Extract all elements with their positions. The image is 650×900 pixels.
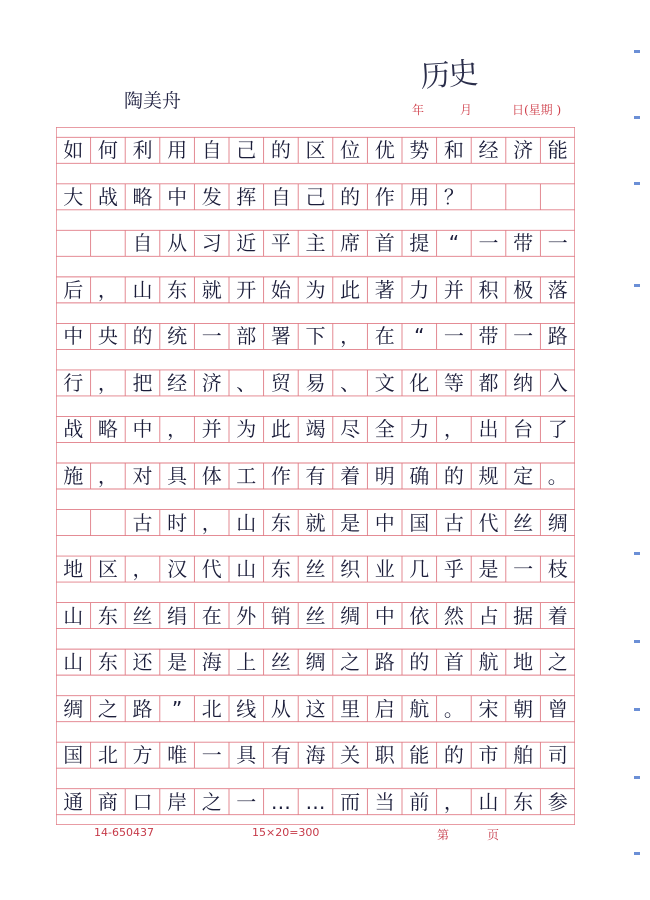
grid-cell: 提 bbox=[409, 231, 430, 256]
grid-cell: 航 bbox=[478, 650, 499, 675]
text-line bbox=[56, 370, 575, 396]
grid-cell: 方 bbox=[132, 743, 153, 768]
grid-cell: 绢 bbox=[167, 603, 188, 628]
grid-cell: 之 bbox=[97, 696, 118, 721]
grid-cell: 规 bbox=[478, 464, 499, 488]
grid-cell: “ bbox=[414, 324, 425, 349]
grid-cell: 绸 bbox=[340, 603, 361, 628]
grid-cell: 中 bbox=[63, 324, 84, 349]
grid-cell: 而 bbox=[340, 789, 361, 814]
grid-cell: 东 bbox=[270, 557, 291, 582]
grid-cell bbox=[91, 510, 126, 536]
grid-cell: 乎 bbox=[443, 557, 464, 582]
author-name: 陶美舟 bbox=[124, 90, 182, 112]
grid-cell: 一 bbox=[236, 789, 257, 814]
grid-cell: 出 bbox=[478, 417, 499, 442]
grid-cell: 力 bbox=[409, 277, 430, 302]
grid-cell: 并 bbox=[443, 277, 464, 302]
grid-spec: 15×20=300 bbox=[252, 826, 320, 839]
grid-cell: 山 bbox=[236, 510, 257, 535]
grid-cell: 从 bbox=[270, 696, 291, 721]
grid-cell: 路 bbox=[132, 696, 153, 721]
edge-marker bbox=[634, 182, 640, 185]
grid-cell: … bbox=[270, 789, 291, 814]
grid-cell: 的 bbox=[443, 743, 464, 768]
grid-cell: 自 bbox=[270, 184, 291, 209]
date-year-label: 年 bbox=[412, 103, 425, 117]
grid-cell: 东 bbox=[270, 510, 291, 535]
grid-cell: 部 bbox=[236, 324, 257, 349]
page-label-prefix: 第 bbox=[437, 828, 450, 842]
grid-cell: 地 bbox=[63, 557, 84, 582]
grid-cell: 全 bbox=[374, 417, 395, 442]
grid-cell: 发 bbox=[201, 184, 222, 209]
grid-cell: 习 bbox=[201, 231, 222, 256]
text-line bbox=[56, 137, 575, 163]
grid-cell: 有 bbox=[270, 743, 291, 768]
grid-cell: 山 bbox=[132, 277, 153, 302]
grid-cell: 带 bbox=[513, 231, 534, 256]
grid-cell: 尽 bbox=[340, 417, 361, 442]
edge-marker bbox=[634, 708, 640, 711]
grid-cell: 己 bbox=[236, 138, 257, 163]
grid-cell: 纳 bbox=[513, 370, 534, 395]
grid-cell: 竭 bbox=[305, 417, 326, 442]
grid-cell: 首 bbox=[374, 231, 395, 256]
grid-cell: 占 bbox=[478, 603, 499, 628]
grid-cell: 司 bbox=[547, 743, 568, 768]
grid-cell: 这 bbox=[305, 696, 326, 721]
grid-cell: 一 bbox=[513, 324, 534, 349]
edge-marker bbox=[634, 284, 640, 287]
grid-cell: 北 bbox=[97, 743, 118, 768]
grid-cell: 山 bbox=[478, 789, 499, 814]
grid-cell: 绸 bbox=[63, 696, 84, 721]
text-line bbox=[56, 184, 575, 210]
text-line bbox=[56, 603, 575, 629]
grid-cell: 路 bbox=[547, 324, 568, 349]
grid-cell: 积 bbox=[478, 277, 499, 302]
grid-cell: 贸 bbox=[270, 370, 291, 395]
grid-cell: 济 bbox=[201, 370, 222, 395]
grid-cell: ， bbox=[132, 557, 153, 582]
grid-cell: 当 bbox=[374, 789, 395, 814]
grid-cell: 是 bbox=[167, 650, 188, 675]
grid-cell: 几 bbox=[409, 557, 430, 582]
grid-cell: 台 bbox=[513, 417, 534, 442]
edge-marker bbox=[634, 552, 640, 555]
grid-cell: 具 bbox=[236, 743, 257, 768]
grid-cell: 据 bbox=[513, 603, 534, 628]
grid-cell: 施 bbox=[63, 464, 84, 488]
grid-cell: 的 bbox=[409, 650, 430, 675]
grid-cell: 央 bbox=[97, 324, 118, 349]
grid-cell: 下 bbox=[305, 324, 326, 349]
edge-marker bbox=[634, 640, 640, 643]
grid-cell: 里 bbox=[340, 696, 361, 721]
grid-cell: 此 bbox=[270, 417, 291, 442]
grid-cell: 古 bbox=[443, 510, 464, 535]
grid-cell: 一 bbox=[443, 324, 464, 349]
grid-cell: 能 bbox=[547, 138, 568, 163]
grid-cell: 前 bbox=[409, 789, 430, 814]
grid-cell: ？ bbox=[443, 184, 464, 209]
grid-cell: 中 bbox=[374, 603, 395, 628]
grid-cell: 唯 bbox=[167, 743, 188, 768]
text-line bbox=[56, 510, 575, 536]
grid-cell: 文 bbox=[374, 370, 395, 395]
grid-cell: 汉 bbox=[167, 557, 188, 582]
grid-cell: 丝 bbox=[305, 557, 326, 582]
grid-cell: 山 bbox=[236, 557, 257, 582]
grid-cell: 略 bbox=[97, 417, 118, 442]
grid-cell: 着 bbox=[340, 464, 361, 488]
grid-cell: 落 bbox=[547, 277, 568, 302]
grid-cell: 极 bbox=[513, 277, 534, 302]
grid-cell: 是 bbox=[340, 510, 361, 535]
grid-cell: 开 bbox=[236, 277, 257, 302]
grid-cell: 战 bbox=[63, 417, 84, 442]
text-lines bbox=[56, 127, 575, 825]
grid-cell: ， bbox=[97, 370, 118, 395]
grid-cell: 势 bbox=[409, 138, 430, 163]
grid-cell: ” bbox=[171, 696, 183, 721]
grid-cell: 山 bbox=[63, 650, 84, 675]
grid-cell: 北 bbox=[201, 696, 222, 721]
grid-cell: 参 bbox=[547, 789, 568, 814]
grid-cell: 业 bbox=[374, 557, 395, 582]
grid-cell: 国 bbox=[409, 510, 430, 535]
grid-cell: 时 bbox=[167, 510, 188, 535]
text-line bbox=[56, 696, 575, 722]
grid-cell: 启 bbox=[374, 696, 395, 721]
grid-cell: 用 bbox=[409, 184, 430, 209]
grid-cell: ， bbox=[167, 417, 188, 442]
grid-cell: 并 bbox=[201, 417, 222, 442]
grid-cell: 曾 bbox=[547, 696, 568, 721]
grid-cell: 东 bbox=[97, 650, 118, 675]
grid-cell: 济 bbox=[513, 138, 534, 163]
grid-cell: 经 bbox=[478, 138, 499, 163]
grid-cell: 一 bbox=[513, 557, 534, 582]
date-month-label: 月 bbox=[460, 103, 473, 117]
grid-cell: 化 bbox=[409, 370, 430, 395]
grid-cell: 地 bbox=[513, 650, 534, 675]
grid-cell: 都 bbox=[478, 370, 499, 395]
text-line bbox=[56, 742, 575, 768]
grid-cell: 优 bbox=[374, 138, 395, 163]
grid-cell: 此 bbox=[340, 277, 361, 302]
grid-cell: 挥 bbox=[236, 184, 257, 209]
grid-cell: 确 bbox=[409, 464, 430, 488]
grid-cell: 丝 bbox=[270, 650, 291, 675]
text-line bbox=[56, 556, 575, 582]
grid-cell: 体 bbox=[201, 464, 222, 488]
grid-cell: 后 bbox=[63, 277, 84, 302]
grid-cell: 首 bbox=[443, 650, 464, 675]
edge-marker bbox=[634, 776, 640, 779]
date-day-label: 日(星期 ) bbox=[512, 103, 562, 117]
text-line bbox=[56, 416, 575, 442]
grid-cell: 了 bbox=[547, 417, 568, 442]
grid-cell: 上 bbox=[236, 650, 257, 675]
grid-cell: 宋 bbox=[478, 696, 499, 721]
grid-cell: 线 bbox=[236, 696, 257, 721]
grid-cell: “ bbox=[448, 231, 460, 256]
grid-cell: 具 bbox=[167, 464, 188, 488]
grid-cell: 着 bbox=[547, 603, 568, 628]
edge-marker bbox=[634, 50, 640, 53]
edge-marker bbox=[634, 116, 640, 119]
grid-cell: ， bbox=[97, 464, 118, 488]
text-line bbox=[56, 649, 575, 675]
grid-cell: 关 bbox=[340, 743, 361, 768]
grid-cell: 商 bbox=[97, 789, 118, 814]
grid-cell: 带 bbox=[478, 324, 499, 349]
grid-cell: 枝 bbox=[547, 557, 568, 582]
grid-cell bbox=[91, 230, 126, 256]
grid-cell: 、 bbox=[340, 370, 361, 395]
grid-cell: 就 bbox=[201, 277, 222, 302]
grid-cell: 主 bbox=[305, 231, 326, 256]
grid-cell: 外 bbox=[236, 603, 257, 628]
grid-cell: ， bbox=[201, 510, 222, 535]
grid-cell: 的 bbox=[132, 324, 153, 349]
grid-cell: 丝 bbox=[305, 603, 326, 628]
grid-cell: 的 bbox=[340, 184, 361, 209]
grid-cell: 区 bbox=[97, 557, 118, 582]
paper-code: 14-650437 bbox=[94, 826, 154, 839]
grid-cell: 中 bbox=[167, 184, 188, 209]
grid-cell: 在 bbox=[374, 324, 395, 349]
grid-cell: 对 bbox=[132, 464, 153, 488]
grid-cell: 区 bbox=[305, 138, 326, 163]
grid-cell: 工 bbox=[236, 464, 257, 488]
grid-cell: 自 bbox=[132, 231, 153, 256]
grid-cell: 署 bbox=[270, 324, 291, 349]
grid-cell: 还 bbox=[132, 650, 153, 675]
grid-cell: 岸 bbox=[167, 789, 188, 814]
text-line bbox=[56, 463, 575, 489]
grid-cell: 是 bbox=[478, 557, 499, 582]
grid-cell: 近 bbox=[236, 231, 257, 256]
grid-cell: 山 bbox=[63, 603, 84, 628]
grid-cell: 依 bbox=[409, 603, 430, 628]
grid-cell: 一 bbox=[201, 324, 222, 349]
text-line bbox=[56, 230, 575, 256]
grid-cell: 丝 bbox=[513, 510, 534, 535]
grid-cell: 朝 bbox=[513, 696, 534, 721]
grid-cell: 著 bbox=[374, 277, 395, 302]
grid-cell: 战 bbox=[97, 184, 118, 209]
text-line bbox=[56, 789, 575, 815]
grid-cell: 利 bbox=[132, 138, 153, 163]
grid-cell: 作 bbox=[374, 184, 395, 209]
grid-cell: 织 bbox=[340, 557, 361, 582]
grid-cell: 代 bbox=[201, 557, 222, 582]
grid-cell: 始 bbox=[270, 277, 291, 302]
grid-cell: 易 bbox=[305, 370, 326, 395]
grid-cell: 中 bbox=[132, 417, 153, 442]
grid-cell: 用 bbox=[167, 138, 188, 163]
grid-cell: 通 bbox=[63, 789, 84, 814]
grid-cell bbox=[56, 230, 91, 256]
grid-cell: 航 bbox=[409, 696, 430, 721]
grid-cell: 。 bbox=[547, 464, 568, 488]
grid-cell: 职 bbox=[374, 743, 395, 768]
grid-cell: 己 bbox=[305, 184, 326, 209]
grid-cell: 绸 bbox=[547, 510, 568, 535]
grid-cell: 平 bbox=[270, 231, 291, 256]
grid-cell: 一 bbox=[478, 231, 499, 256]
grid-cell: 国 bbox=[63, 743, 84, 768]
grid-cell: 。 bbox=[443, 696, 464, 721]
grid-cell: 海 bbox=[305, 743, 326, 768]
grid-cell: 就 bbox=[305, 510, 326, 535]
grid-cell: 大 bbox=[63, 184, 84, 209]
grid-cell: 绸 bbox=[305, 650, 326, 675]
grid-cell: ， bbox=[97, 277, 118, 302]
grid-cell: … bbox=[305, 789, 326, 814]
grid-cell: 何 bbox=[97, 138, 118, 163]
grid-cell: 席 bbox=[340, 231, 361, 256]
text-line bbox=[56, 277, 575, 303]
grid-cell: 的 bbox=[443, 464, 464, 488]
grid-cell: 有 bbox=[305, 464, 326, 488]
grid-cell: 力 bbox=[409, 417, 430, 442]
page-label-suffix: 页 bbox=[487, 828, 500, 842]
grid-cell: 略 bbox=[132, 184, 153, 209]
grid-cell: 中 bbox=[374, 510, 395, 535]
grid-cell: 如 bbox=[63, 138, 84, 163]
grid-cell: 之 bbox=[201, 789, 222, 814]
text-line bbox=[56, 323, 575, 349]
grid-cell: 把 bbox=[132, 370, 153, 395]
grid-cell: 之 bbox=[547, 650, 568, 675]
grid-cell: 东 bbox=[97, 603, 118, 628]
grid-cell: 之 bbox=[340, 650, 361, 675]
grid-cell: 在 bbox=[201, 603, 222, 628]
grid-cell: ， bbox=[340, 324, 361, 349]
grid-cell: 销 bbox=[270, 603, 291, 628]
grid-cell: 行 bbox=[63, 370, 84, 395]
grid-cell: 古 bbox=[132, 510, 153, 535]
grid-cell: 东 bbox=[513, 789, 534, 814]
grid-cell: 东 bbox=[167, 277, 188, 302]
grid-cell: 、 bbox=[236, 370, 257, 395]
grid-cell: 能 bbox=[409, 743, 430, 768]
grid-cell: 的 bbox=[270, 138, 291, 163]
grid-cell: 从 bbox=[167, 231, 188, 256]
grid-cell: 入 bbox=[547, 370, 568, 395]
grid-cell: 然 bbox=[443, 603, 464, 628]
grid-cell: 作 bbox=[270, 464, 291, 488]
subject-title: 历史 bbox=[419, 56, 478, 95]
grid-cell: 和 bbox=[443, 138, 464, 163]
grid-cell: 为 bbox=[305, 277, 326, 302]
edge-marker bbox=[634, 852, 640, 855]
page-number-label bbox=[437, 826, 499, 843]
grid-cell: 经 bbox=[167, 370, 188, 395]
grid-cell: 一 bbox=[201, 743, 222, 768]
grid-cell: 统 bbox=[167, 324, 188, 349]
grid-cell: 一 bbox=[547, 231, 568, 256]
grid-cell: 代 bbox=[478, 510, 499, 535]
grid-cell: ， bbox=[443, 417, 464, 442]
grid-cell: 路 bbox=[374, 650, 395, 675]
grid-cell: 明 bbox=[374, 464, 395, 488]
grid-cell: 定 bbox=[513, 464, 534, 488]
grid-paper bbox=[56, 127, 575, 825]
grid-cell bbox=[56, 510, 91, 536]
grid-cell: ， bbox=[443, 789, 464, 814]
grid-cell: 自 bbox=[201, 138, 222, 163]
grid-cell: 舶 bbox=[513, 743, 534, 768]
grid-cell: 为 bbox=[236, 417, 257, 442]
grid-cell: 位 bbox=[340, 138, 361, 163]
grid-cell: 海 bbox=[201, 650, 222, 675]
grid-cell: 丝 bbox=[132, 603, 153, 628]
grid-cell: 口 bbox=[132, 789, 153, 814]
grid-cell: 市 bbox=[478, 743, 499, 768]
grid-cell: 等 bbox=[443, 370, 464, 395]
